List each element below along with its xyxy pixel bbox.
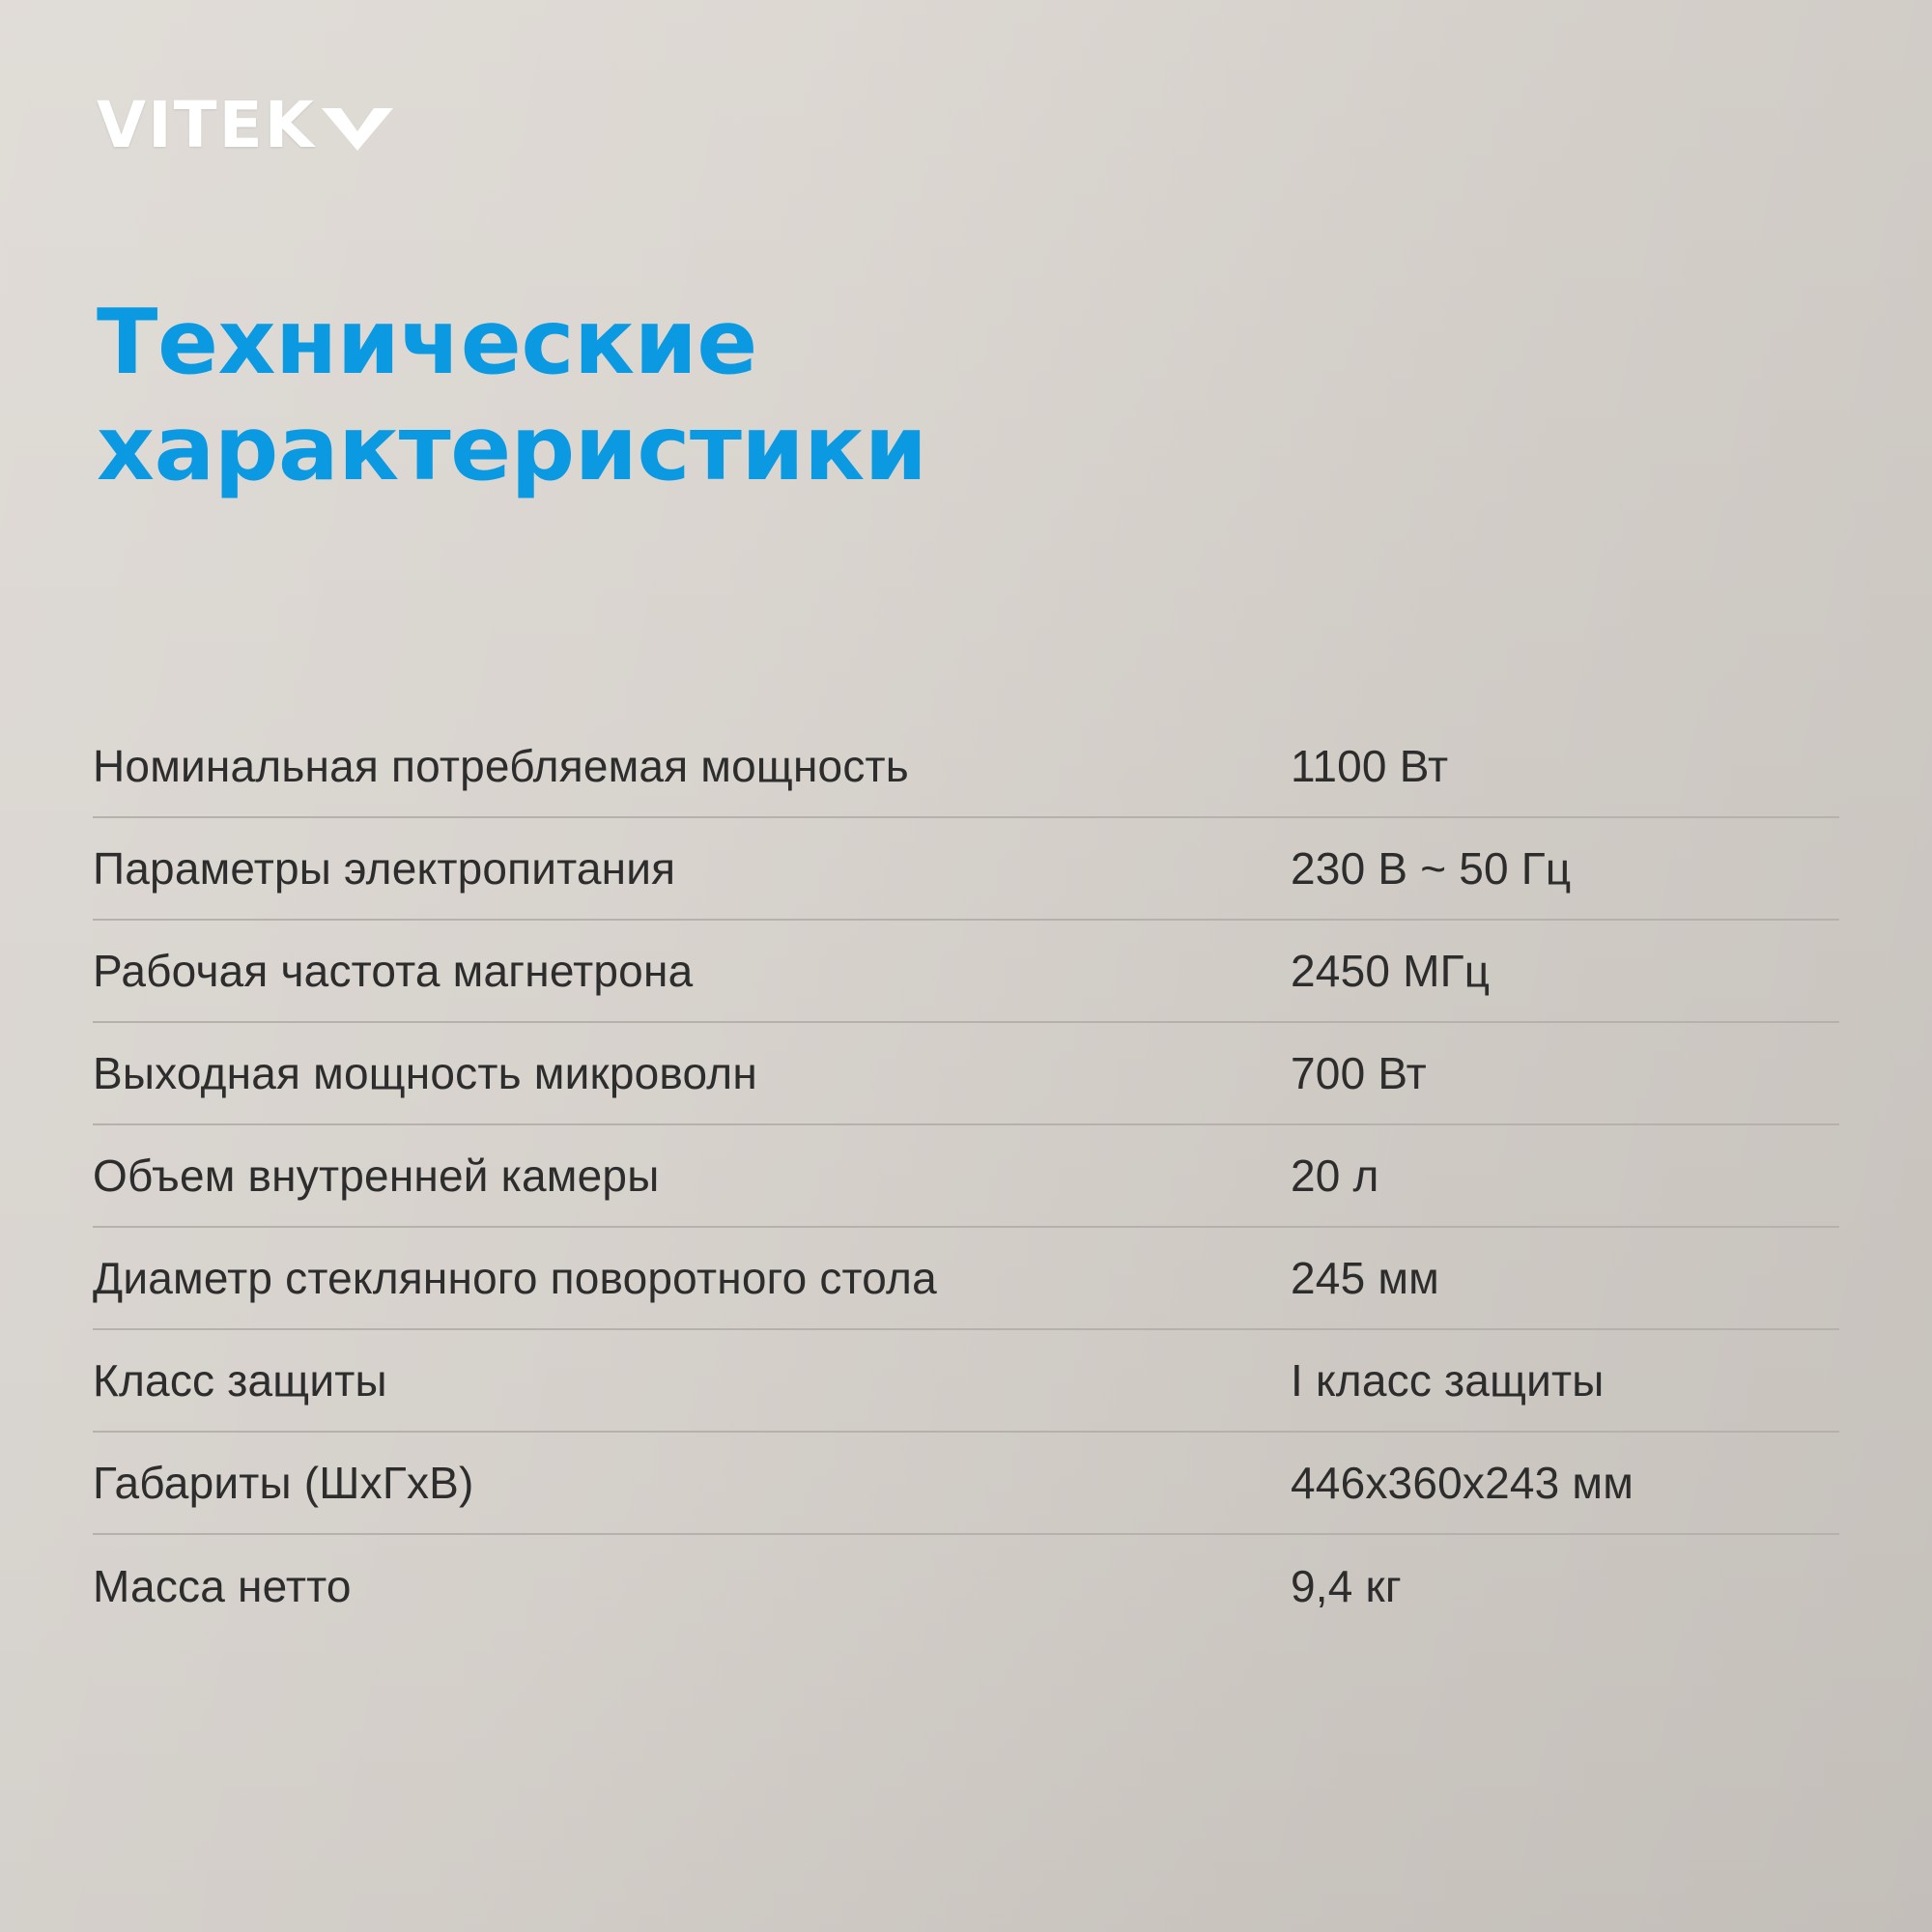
spec-name: Параметры электропитания xyxy=(93,817,1291,920)
spec-name: Выходная мощность микроволн xyxy=(93,1022,1291,1124)
spec-value: 700 Вт xyxy=(1291,1022,1839,1124)
vitek-chevron-icon xyxy=(320,106,395,157)
table-row xyxy=(93,920,1839,1022)
spec-value: 245 мм xyxy=(1291,1227,1839,1329)
spec-value: I класс защиты xyxy=(1291,1329,1839,1432)
table-row xyxy=(93,817,1839,920)
page-title xyxy=(97,290,1352,501)
spec-name: Габариты (ШхГхВ) xyxy=(93,1432,1291,1534)
spec-name: Класс защиты xyxy=(93,1329,1291,1432)
table-row xyxy=(93,1227,1839,1329)
spec-value: 9,4 кг xyxy=(1291,1560,1402,1611)
table-row xyxy=(93,1534,1839,1636)
table-row xyxy=(93,1329,1839,1432)
brand-logo xyxy=(97,87,395,162)
specifications-table-body xyxy=(93,715,1839,1636)
spec-value: 20 л xyxy=(1291,1124,1839,1227)
spec-name: Номинальная потребляемая мощность xyxy=(93,715,1291,817)
page-title-line-1: Технические xyxy=(97,290,757,395)
table-row xyxy=(93,1432,1839,1534)
table-row xyxy=(93,1022,1839,1124)
spec-name: Диаметр стеклянного поворотного стола xyxy=(93,1227,1291,1329)
spec-value: 1100 Вт xyxy=(1291,715,1839,817)
table-row xyxy=(93,1124,1839,1227)
page-title-line-2: характеристики xyxy=(97,396,927,501)
spec-value: 230 В ~ 50 Гц xyxy=(1291,817,1839,920)
spec-name: Масса нетто xyxy=(93,1560,352,1611)
spec-name: Объем внутренней камеры xyxy=(93,1124,1291,1227)
spec-name: Рабочая частота магнетрона xyxy=(93,920,1291,1022)
spec-value: 446х360х243 мм xyxy=(1291,1432,1839,1534)
brand-name: VITEK xyxy=(97,87,316,162)
spec-value: 2450 МГц xyxy=(1291,920,1839,1022)
table-row xyxy=(93,715,1839,817)
specifications-table xyxy=(93,715,1839,1636)
